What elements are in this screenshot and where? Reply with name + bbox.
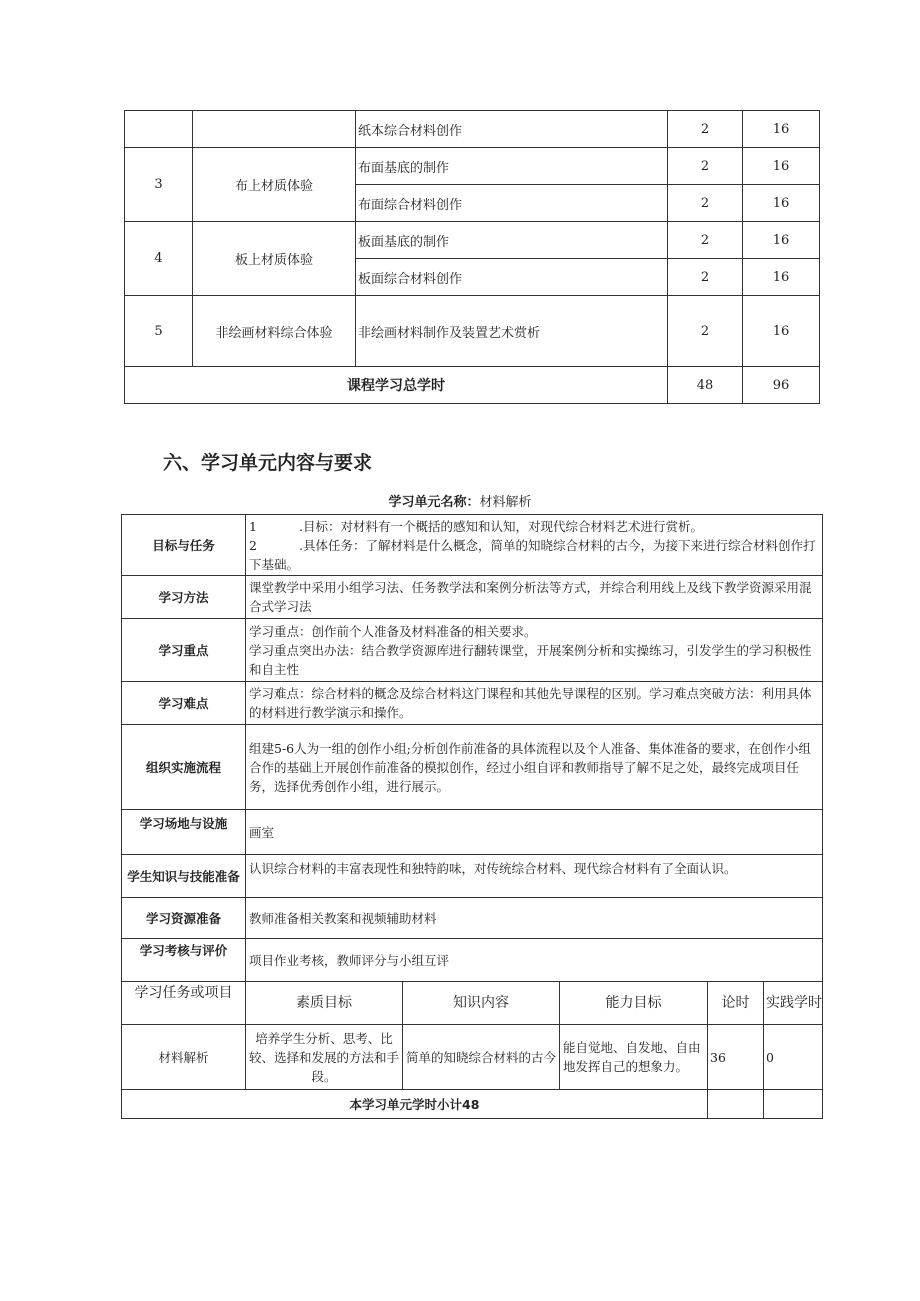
focus-value	[246, 619, 823, 682]
col-theory: 论时	[708, 982, 764, 1025]
process-value: 组建5-6人为一组的创作小组;分析创作前准备的具体流程以及个人准备、集体准备的要求，在创作小组合作的基础上开展创作前准备的模拟创作，经过小组自评和教师指导了解不足之处，最终完成项目任务，选择优秀创作小组，进行展示。	[246, 725, 823, 810]
theory-hours: 2	[668, 185, 743, 222]
unit-topic: 布上材质体验	[193, 148, 356, 222]
unit-number: 4	[125, 222, 193, 296]
method-label: 学习方法	[122, 576, 246, 619]
unit-content: 布面基底的制作	[356, 148, 668, 185]
practice-hours: 16	[743, 185, 820, 222]
table-row	[122, 515, 823, 576]
practice-hours: 16	[743, 259, 820, 296]
focus-line: 学习重点：创作前个人准备及材料准备的相关要求。	[249, 623, 537, 639]
difficulty-label: 学习难点	[122, 682, 246, 725]
theory-hours: 2	[668, 222, 743, 259]
practice-hours: 16	[743, 148, 820, 185]
col-quality: 素质目标	[246, 982, 403, 1025]
practice-hours: 16	[743, 111, 820, 148]
focus-line: 学习重点突出办法：结合教学资源库进行翻转课堂，开展案例分析和实操练习，引发学生的学习积极性和自主性	[249, 642, 812, 677]
table-row	[122, 725, 823, 810]
unit-title	[0, 491, 920, 510]
process-label: 组织实施流程	[122, 725, 246, 810]
task-practice-hours: 0	[764, 1025, 823, 1090]
table-row	[122, 898, 823, 939]
unit-content: 纸本综合材料创作	[356, 111, 668, 148]
task-quality: 培养学生分析、思考、比较、选择和发展的方法和手段。	[246, 1025, 403, 1090]
unit-name-value: 材料解析	[479, 495, 532, 510]
task-knowledge: 简单的知晓综合材料的古今	[403, 1025, 560, 1090]
table-row	[122, 682, 823, 725]
subtotal-theory-cell	[708, 1090, 764, 1119]
table-row	[125, 222, 820, 259]
subtotal-label: 本学习单元学时小计48	[122, 1090, 708, 1119]
unit-content: 板面综合材料创作	[356, 259, 668, 296]
task-theory-hours: 36	[708, 1025, 764, 1090]
goal-number: 2	[249, 537, 257, 553]
assess-value: 项目作业考核，教师评分与小组互评	[246, 939, 823, 982]
unit-content: 布面综合材料创作	[356, 185, 668, 222]
total-practice-hours: 96	[743, 367, 820, 404]
total-row	[125, 367, 820, 404]
task-ability: 能自觉地、自发地、自由地发挥自己的想象力。	[560, 1025, 708, 1090]
goals-value	[246, 515, 823, 576]
goal-line	[249, 536, 819, 574]
resource-label: 学习资源准备	[122, 898, 246, 939]
goal-text: .目标：对材料有一个概括的感知和认知，对现代综合材料艺术进行赏析。	[299, 518, 703, 534]
practice-hours: 16	[743, 222, 820, 259]
goal-text: .具体任务：了解材料是什么概念，简单的知晓综合材料的古今，为接下来进行综合材料创作打下基础。	[249, 537, 816, 572]
venue-value: 画室	[246, 810, 823, 855]
total-theory-hours: 48	[668, 367, 743, 404]
subtotal-practice-cell	[764, 1090, 823, 1119]
col-knowledge: 知识内容	[403, 982, 560, 1025]
practice-hours: 16	[743, 296, 820, 367]
table-row	[122, 576, 823, 619]
section-heading: 六、学习单元内容与要求	[163, 452, 373, 474]
table-row	[122, 619, 823, 682]
unit-number	[125, 111, 193, 148]
table-row	[125, 296, 820, 367]
unit-topic: 板上材质体验	[193, 222, 356, 296]
prereq-label: 学生知识与技能准备	[122, 855, 246, 898]
table-row	[122, 810, 823, 855]
unit-name-label: 学习单元名称：	[388, 495, 480, 510]
theory-hours: 2	[668, 148, 743, 185]
prereq-value: 认识综合材料的丰富表现性和独特韵味，对传统综合材料、现代综合材料有了全面认识。	[246, 855, 823, 898]
assess-label: 学习考核与评价	[122, 939, 246, 982]
venue-label: 学习场地与设施	[122, 810, 246, 855]
unit-content: 非绘画材料制作及装置艺术赏析	[356, 296, 668, 367]
table-row	[125, 111, 820, 148]
course-hours-table	[124, 110, 820, 404]
goals-label: 目标与任务	[122, 515, 246, 576]
unit-topic: 非绘画材料综合体验	[193, 296, 356, 367]
col-task: 学习任务或项目	[122, 982, 246, 1025]
method-value: 课堂教学中采用小组学习法、任务教学法和案例分析法等方式，并综合利用线上及线下教学资源采用混合式学习法	[246, 576, 823, 619]
unit-content: 板面基底的制作	[356, 222, 668, 259]
table-row	[122, 855, 823, 898]
theory-hours: 2	[668, 259, 743, 296]
goal-line	[249, 517, 819, 536]
unit-topic	[193, 111, 356, 148]
table-row	[122, 1025, 823, 1090]
difficulty-value: 学习难点：综合材料的概念及综合材料这门课程和其他先导课程的区别。学习难点突破方法：利用具体的材料进行教学演示和操作。	[246, 682, 823, 725]
col-ability: 能力目标	[560, 982, 708, 1025]
unit-number: 5	[125, 296, 193, 367]
theory-hours: 2	[668, 296, 743, 367]
total-label: 课程学习总学时	[125, 367, 668, 404]
col-practice: 实践学时	[764, 982, 823, 1025]
resource-value: 教师准备相关教案和视频辅助材料	[246, 898, 823, 939]
focus-label: 学习重点	[122, 619, 246, 682]
theory-hours: 2	[668, 111, 743, 148]
task-name: 材料解析	[122, 1025, 246, 1090]
table-row	[125, 148, 820, 185]
learning-unit-table	[121, 514, 823, 1119]
goal-number: 1	[249, 518, 257, 534]
table-header-row	[122, 982, 823, 1025]
unit-number: 3	[125, 148, 193, 222]
subtotal-row	[122, 1090, 823, 1119]
table-row	[122, 939, 823, 982]
